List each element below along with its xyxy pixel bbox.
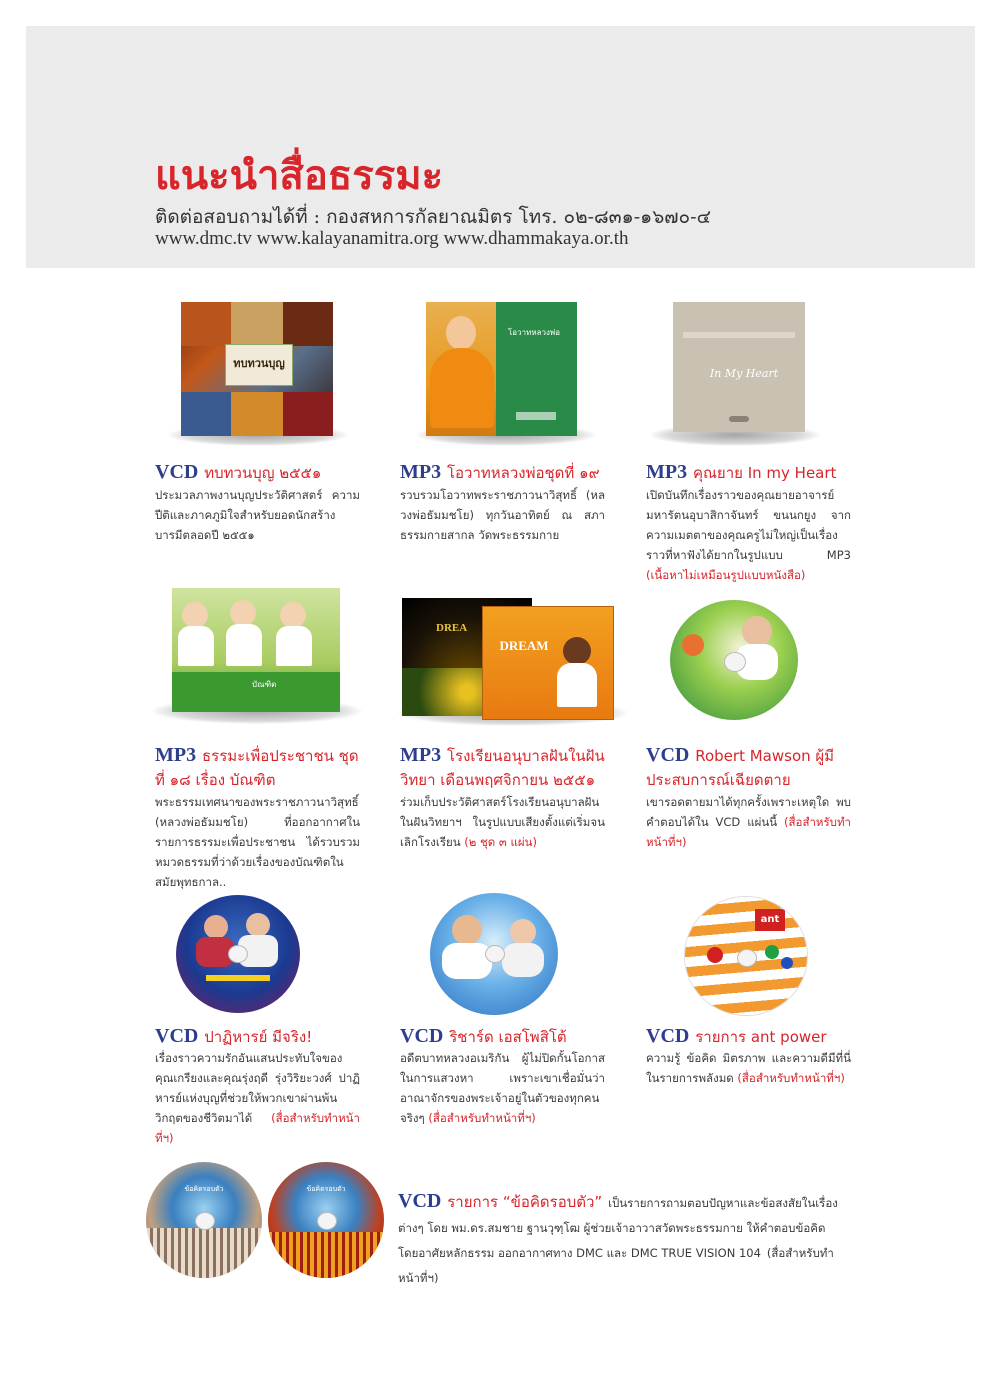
title-text: ทบทวนบุญ ๒๕๕๑ [204, 464, 322, 482]
cover-mp3-dream-front[interactable] [482, 606, 614, 720]
item-title-1[interactable] [155, 461, 360, 485]
cover-text: ข้อคิดรอบตัว [184, 1185, 224, 1193]
website-urls[interactable]: www.dmc.tv www.kalayanamitra.org www.dhammakaya.or.th [155, 228, 629, 249]
format-badge: VCD [155, 461, 199, 483]
title-text: Robert Mawson ผู้มีประสบการณ์เฉียดตาย [646, 747, 835, 789]
item-desc-7 [155, 1048, 360, 1148]
format-badge: MP3 [400, 461, 442, 483]
item-desc-2 [400, 485, 605, 545]
item-title-7[interactable] [155, 1025, 360, 1049]
item-title-5[interactable] [400, 744, 615, 792]
disc-vcd-khokhit-1[interactable] [146, 1162, 262, 1278]
disc-vcd-khokhit-2[interactable] [268, 1162, 384, 1278]
desc-text: เป็นรายการถามตอบปัญหาและข้อสงสัยในเรื่องต่างๆ โดย พม.ดร.สมชาย ฐานวุฑฺโฒ ผู้ช่วยเจ้าอาวาสวัดพระธรรมกาย ให้คำตอบข้อคิด โดยอาศัยหลักธรรม ออกอากาศทาง DMC และ DMC TRUE VISION 104 [398, 1196, 838, 1260]
cover-vcd-thobthuan-bun[interactable] [181, 302, 333, 436]
note-text: (สื่อสำหรับทำหน้าที่ฯ) [646, 815, 852, 849]
cover-mp3-dream-back[interactable]: DREA [402, 598, 532, 716]
item-title-4[interactable] [155, 744, 365, 792]
format-badge: MP3 [155, 744, 197, 766]
desc-text: เรื่องราวความรักอันแสนประทับใจของคุณเกรียงและคุณรุ่งฤดี รุ่งวิริยะวงศ์ ปาฏิหารย์แห่งบุญที่ช่วยให้พวกเขาผ่านพ้นวิกฤตของชีวิตมาได้ [155, 1051, 360, 1125]
desc-text: รวบรวมโอวาทพระราชภาวนาวิสุทธิ์ (หลวงพ่อธัมมชโย) ทุกวันอาทิตย์ ณ สภาธรรมกายสากล วัดพระธรรมกาย [400, 488, 605, 542]
format-badge: MP3 [646, 461, 688, 483]
item-title-8[interactable] [400, 1025, 605, 1049]
cover-text: In My Heart [709, 367, 779, 380]
note-text: (สื่อสำหรับทำหน้าที่ฯ) [155, 1111, 360, 1145]
item-desc-5 [400, 792, 605, 852]
format-badge: VCD [155, 1025, 199, 1047]
desc-text: เปิดบันทึกเรื่องราวของคุณยายอาจารย์มหารัตนอุบาสิกาจันทร์ ขนนกยูง จากความเมตตาของคุณครูไม่ใหญ่เป็นเรื่องราวที่หาฟังได้ยากในรูปแบบ MP3 [646, 488, 851, 562]
format-badge: VCD [398, 1190, 442, 1212]
cover-text: ข้อคิดรอบตัว [306, 1185, 346, 1193]
format-badge: VCD [646, 1025, 690, 1047]
title-text: คุณยาย In my Heart [692, 464, 837, 482]
title-text: โรงเรียนอนุบาลฝันในฝันวิทยา เดือนพฤศจิกายน ๒๕๕๑ [400, 747, 605, 789]
desc-text: พระธรรมเทศนาของพระราชภาวนาวิสุทธิ์ (หลวงพ่อธัมมชโย) ที่ออกอากาศในรายการธรรมะเพื่อประชาชน ได้รวบรวมหมวดธรรมที่ว่าด้วยเรื่องของบัณฑิตในสมัยพุทธกาล.. [155, 795, 360, 889]
title-text: โอวาทหลวงพ่อชุดที่ ๑๙ [446, 464, 600, 482]
cover-text: DREAM [499, 638, 549, 653]
note-text: (เนื้อหาไม่เหมือนรูปแบบหนังสือ) [646, 568, 806, 582]
title-text: ริชาร์ด เอสโพสิโต้ [449, 1028, 567, 1046]
desc-text: อดีตบาทหลวงอเมริกัน ผู้ไม่ปิดกั้นโอกาสในการแสวงหา เพราะเขาเชื่อมั่นว่าอาณาจักรของพระเจ้าอยู่ในตัวของทุกคนจริงๆ [400, 1051, 605, 1125]
item-title-6[interactable] [646, 744, 851, 792]
desc-text: ประมวลภาพงานบุญประวัติศาสตร์ ความปีติและภาคภูมิใจสำหรับยอดนักสร้างบารมีตลอดปี ๒๕๕๑ [155, 488, 360, 542]
format-badge: VCD [400, 1025, 444, 1047]
title-text: ธรรมะเพื่อประชาชน ชุดที่ ๑๘ เรื่อง บัณฑิต [155, 747, 359, 789]
title-text: ปาฏิหารย์ มีจริง! [204, 1028, 313, 1046]
desc-text: เขารอดตายมาได้ทุกครั้งเพราะเหตุใด พบคำตอบได้ใน VCD แผ่นนี้ [646, 795, 851, 829]
desc-text: ความรู้ ข้อคิด มิตรภาพ และความดีมีที่นี่ในรายการพลังมด [646, 1051, 851, 1085]
item-desc-8 [400, 1048, 605, 1128]
item-title-9[interactable] [646, 1025, 851, 1049]
cover-text: โอวาทหลวงพ่อ [508, 328, 561, 337]
title-text: รายการ ant power [695, 1028, 827, 1046]
disc-vcd-ant-power[interactable] [685, 897, 807, 1015]
disc-vcd-robert-mawson[interactable] [670, 600, 798, 720]
cover-mp3-bandit[interactable] [172, 588, 340, 712]
note-text: (สื่อสำหรับทำหน้าที่ฯ) [428, 1111, 536, 1125]
cover-text: ทบทวนบุญ [233, 357, 285, 370]
item-title-10[interactable] [398, 1190, 848, 1290]
format-badge: VCD [646, 744, 690, 766]
item-title-2[interactable] [400, 461, 615, 485]
disc-vcd-richard-esposito[interactable] [430, 893, 558, 1015]
note-text: (สื่อสำหรับทำหน้าที่ฯ) [398, 1246, 834, 1285]
note-text: (สื่อสำหรับทำหน้าที่ฯ) [737, 1071, 845, 1085]
item-title-3[interactable] [646, 461, 851, 485]
format-badge: MP3 [400, 744, 442, 766]
cover-mp3-in-my-heart[interactable] [673, 302, 805, 432]
note-text: (๒ ชุด ๓ แผ่น) [464, 835, 537, 849]
contact-line: ติดต่อสอบถามได้ที่ : กองสหการกัลยาณมิตร โทร. ๐๒-๘๓๑-๑๖๗๐-๔ [155, 206, 711, 228]
item-desc-9 [646, 1048, 851, 1088]
disc-vcd-miracle[interactable] [176, 895, 300, 1013]
cover-mp3-ovat[interactable] [426, 302, 577, 436]
cover-text: ant [760, 914, 780, 925]
item-desc-3 [646, 485, 851, 585]
page-title: แนะนำสื่อธรรมะ [155, 152, 444, 199]
item-desc-4 [155, 792, 360, 892]
cover-text: บัณฑิต [252, 680, 277, 689]
desc-text: ร่วมเก็บประวัติศาสตร์โรงเรียนอนุบาลฝันในฝันวิทยาฯ ในรูปแบบเสียงตั้งแต่เริ่มจนเลิกโรงเรียน [400, 795, 605, 849]
item-desc-1 [155, 485, 360, 545]
item-desc-6 [646, 792, 851, 852]
title-text: รายการ “ข้อคิดรอบตัว” [447, 1193, 603, 1211]
